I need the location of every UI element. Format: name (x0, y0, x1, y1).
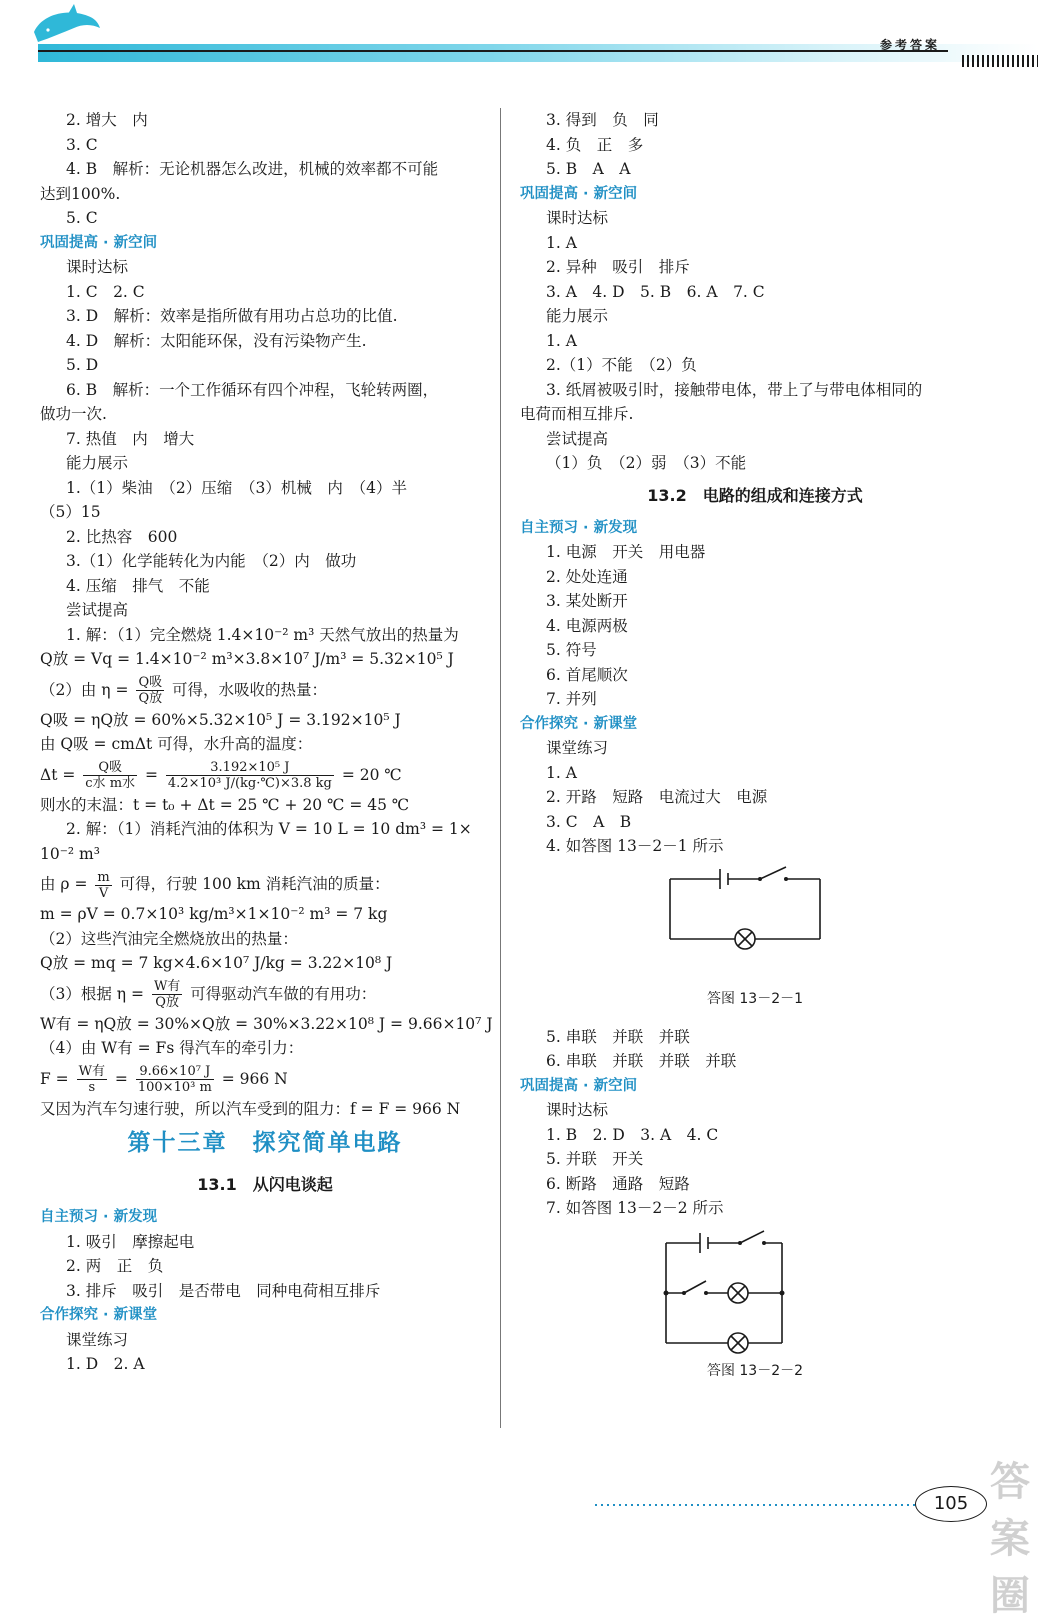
text: Δt = (40, 765, 76, 784)
answer-line: 3. D 解析：效率是指所做有用功占总功的比值. (66, 307, 398, 325)
answer-line: 4. 电源两极 (546, 616, 628, 635)
answer-line: 2.（1）不能 （2）负 (546, 356, 697, 374)
answer-line: 1. D 2. A (66, 1355, 145, 1373)
answer-line: 7. 热值 内 增大 (66, 429, 195, 448)
dolphin-logo-icon (28, 2, 108, 50)
fraction (136, 1065, 214, 1094)
answer-line: 5. C (66, 209, 98, 227)
denominator: Q放 (138, 691, 163, 706)
section-heading: 自主预习 · 新发现 (520, 519, 638, 536)
answer-line: 尝试提高 (66, 601, 129, 619)
solution-line: 2. 解：（1）消耗汽油的体积为 V = 10 L = 10 dm³ = 1× (66, 820, 472, 838)
fraction (136, 676, 164, 705)
answer-line: 1. 解：（1）完全燃烧 1.4×10⁻² m³ 天然气放出的热量为 (66, 625, 459, 644)
answer-line: （1）负 （2）弱 （3）不能 (546, 454, 747, 472)
section-title-13-2: 13.2 电路的组成和连接方式 (647, 485, 863, 505)
left-tail-list (40, 1205, 490, 1377)
answer-line: 3. 排斥 吸引 是否带电 同种电荷相互排斥 (66, 1281, 381, 1300)
header-rule (38, 50, 948, 52)
section-heading: 自主预习 · 新发现 (40, 1209, 158, 1225)
right-mid2-list (520, 1025, 990, 1221)
answer-line: 3. C A B (546, 812, 632, 831)
solution-line: 则水的末温：t = t₀ + Δt = 25 ℃ + 20 ℃ = 45 ℃ (40, 795, 410, 814)
text: 由 ρ = (40, 875, 88, 893)
answer-line: 能力展示 (66, 454, 129, 472)
answer-line: Q放 = Vq = 1.4×10⁻² m³×3.8×10⁷ J/m³ = 5.32×10⁵ J (40, 650, 454, 668)
answer-line: 7. 如答图 13－2－2 所示 (546, 1199, 724, 1217)
solution-line: 10⁻² m³ (40, 844, 100, 863)
denominator: c水 m水 (85, 776, 136, 791)
answer-line: 5. 串联 并联 并联 (546, 1027, 690, 1046)
text: 可得，行驶 100 km 消耗汽油的质量： (119, 875, 390, 893)
solution-line: W有 = ηQ放 = 30%×Q放 = 30%×3.22×10⁸ J = 9.66×10⁷ J (40, 1014, 493, 1033)
fraction (152, 980, 182, 1009)
circuit-figure-2 (520, 1227, 990, 1359)
answer-line: 3. 某处断开 (546, 592, 628, 610)
section-title-13-1: 13.1 从闪电谈起 (197, 1175, 333, 1194)
answer-line: 3. 纸屑被吸引时，接触带电体，带上了与带电体相同的 (546, 380, 923, 399)
solution-line: Q吸 = ηQ放 = 60%×5.32×10⁵ J = 3.192×10⁵ J (40, 710, 401, 729)
answer-line: 2. 两 正 负 (66, 1257, 164, 1275)
section-heading: 合作探究 · 新课堂 (520, 715, 638, 732)
section-heading: 巩固提高 · 新空间 (520, 185, 638, 202)
fraction (95, 871, 111, 900)
answer-line: 课时达标 (546, 209, 609, 227)
circuit-figure-1 (520, 859, 990, 987)
text: = 20 ℃ (341, 765, 402, 784)
numerator: 9.66×10⁷ J (136, 1065, 214, 1080)
answer-line: 课堂练习 (546, 739, 609, 757)
answer-line: 6. 首尾顺次 (546, 665, 628, 684)
answer-line: 能力展示 (546, 307, 609, 325)
chapter-title: 第十三章 探究简单电路 (127, 1129, 403, 1156)
parallel-circuit-diagram (660, 1227, 790, 1355)
answer-line: 4. 如答图 13－2－1 所示 (546, 837, 724, 855)
solution-line: 又因为汽车匀速行驶，所以汽车受到的阻力：f = F = 966 N (40, 1099, 461, 1118)
answer-line: 3.（1）化学能转化为内能 （2）内 做功 (66, 552, 357, 570)
barcode-decoration (962, 55, 1038, 67)
answer-line: 1. A (546, 763, 577, 782)
text: = 966 N (221, 1069, 288, 1088)
denominator: V (98, 885, 109, 901)
numerator: Q吸 (138, 675, 163, 690)
left-solution-block (40, 672, 493, 1122)
answer-line: 4. B 解析：无论机器怎么改进，机械的效率都不可能 (66, 160, 439, 178)
answer-line: 达到100%. (40, 184, 121, 203)
answer-line: 1. 电源 开关 用电器 (546, 543, 706, 561)
solution-line (40, 1061, 490, 1097)
denominator: s (88, 1080, 96, 1095)
answer-line: 3. 得到 负 同 (546, 111, 659, 129)
numerator: W有 (78, 1064, 105, 1079)
section-heading: 巩固提高 · 新空间 (520, 1077, 638, 1094)
answer-line: 1. A (546, 331, 577, 350)
answer-line: 4. 压缩 排气 不能 (66, 576, 210, 595)
numerator: W有 (153, 979, 181, 994)
section-heading: 合作探究 · 新课堂 (40, 1307, 158, 1323)
solution-line (40, 757, 490, 793)
solution-line: m = ρV = 0.7×10³ kg/m³×1×10⁻² m³ = 7 kg (40, 905, 388, 923)
answer-line: 3. A 4. D 5. B 6. A 7. C (546, 282, 765, 301)
answer-line: 1. B 2. D 3. A 4. C (546, 1125, 719, 1144)
answer-line: 电荷而相互排斥. (520, 405, 634, 423)
fraction (166, 761, 334, 790)
answer-line: 7. 并列 (546, 690, 597, 708)
answer-line: 课时达标 (66, 258, 129, 276)
solution-line: （2）这些汽油完全燃烧放出的热量： (40, 929, 298, 948)
column-divider (500, 108, 501, 1428)
denominator: 100×10³ m (137, 1080, 212, 1095)
numerator: m (97, 869, 110, 885)
answer-line: 1. C 2. C (66, 282, 145, 301)
solution-line (40, 672, 490, 708)
answer-line: 2. 处处连通 (546, 567, 628, 586)
watermark: 答案圈 (990, 1459, 1032, 1619)
answer-line: 4. D 解析：太阳能环保，没有污染物产生. (66, 331, 367, 350)
answer-line: 2. 增大 内 (66, 111, 148, 129)
right-mid-list (520, 516, 990, 859)
text: 可得驱动汽车做的有用功： (190, 984, 377, 1003)
text: = (114, 1069, 128, 1088)
answer-line: 1. A (546, 233, 577, 252)
answer-line: 5. 符号 (546, 641, 597, 659)
series-circuit-diagram (660, 859, 830, 951)
numerator: Q吸 (83, 761, 137, 776)
right-column (520, 108, 990, 1383)
solution-line: Q放 = mq = 7 kg×4.6×10⁷ J/kg = 3.22×10⁸ J (40, 954, 393, 972)
fraction (77, 1065, 107, 1094)
answer-line: 1. 吸引 摩擦起电 (66, 1232, 195, 1251)
solution-line (40, 976, 490, 1012)
page-number: 105 (915, 1486, 987, 1522)
text: 可得，水吸收的热量： (172, 680, 328, 699)
answer-line: 3. C (66, 135, 98, 154)
footer-dotted-line (595, 1504, 915, 1506)
section-heading: 巩固提高 · 新空间 (40, 234, 158, 251)
answer-line: 2. 开路 短路 电流过大 电源 (546, 788, 768, 806)
text: F = (40, 1069, 69, 1088)
figure-caption-2: 答图 13－2－2 (706, 1362, 804, 1379)
answer-line: 4. 负 正 多 (546, 135, 644, 154)
header-title: 参考答案 (880, 38, 941, 52)
solution-line (40, 866, 490, 902)
answer-line: 5. 并联 开关 (546, 1150, 644, 1168)
answer-line: 6. 串联 并联 并联 并联 (546, 1052, 737, 1070)
solution-line: （4）由 W有 = Fs 得汽车的牵引力： (40, 1039, 304, 1057)
solution-line: 由 Q吸 = cmΔt 可得，水升高的温度： (40, 735, 313, 753)
text: = (144, 765, 158, 784)
answer-line: 课时达标 (546, 1101, 609, 1119)
numerator: 3.192×10⁵ J (166, 761, 334, 776)
answer-line: 课堂练习 (66, 1330, 129, 1349)
answer-line: 1.（1）柴油 （2）压缩 （3）机械 内 （4）半 (66, 478, 407, 497)
answer-line: 2. 比热容 600 (66, 527, 178, 546)
left-answer-list (40, 108, 490, 672)
answer-line: 5. D (66, 356, 99, 374)
figure-caption-1: 答图 13－2－1 (706, 990, 804, 1007)
answer-line: 做功一次. (40, 405, 107, 423)
answer-line: 6. B 解析：一个工作循环有四个冲程，飞轮转两圈， (66, 380, 439, 399)
page-header (0, 0, 1057, 70)
denominator: Q放 (155, 995, 179, 1010)
answer-line: 尝试提高 (546, 429, 609, 448)
answer-line: （5）15 (40, 503, 101, 521)
text: （3）根据 η = (40, 984, 144, 1003)
right-top-list (520, 108, 990, 476)
answer-line: 5. B A A (546, 160, 631, 178)
left-column (40, 108, 493, 1377)
text: （2）由 η = (40, 680, 129, 699)
denominator: 4.2×10³ J/(kg·℃)×3.8 kg (167, 776, 332, 791)
answer-line: 2. 异种 吸引 排斥 (546, 258, 690, 276)
answer-line: 6. 断路 通路 短路 (546, 1174, 690, 1193)
fraction (83, 761, 137, 790)
spacer (520, 1011, 990, 1025)
